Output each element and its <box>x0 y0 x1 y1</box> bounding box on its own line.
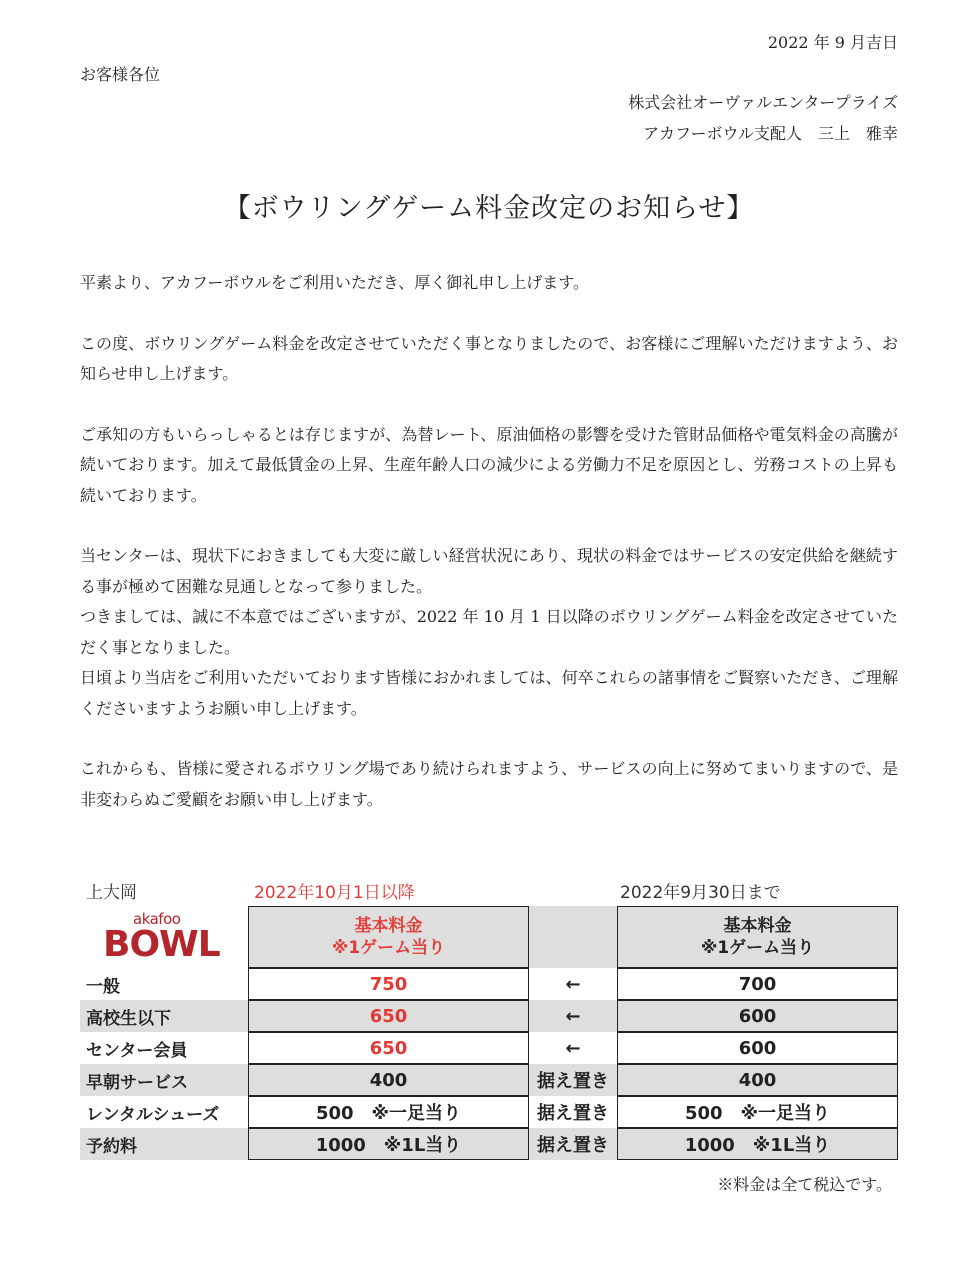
letter-body <box>80 268 898 845</box>
change-reservation: 据え置き <box>529 1128 617 1160</box>
paragraph-revision: つきましては、誠に不本意ではございますが、2022 年 10 月 1 日以降のボウリングゲーム料金を改定させていただく事となりました。 <box>80 607 898 657</box>
sender-manager: アカフーボウル支配人 三上 雅幸 <box>643 124 898 143</box>
letter-date: 2022 年 9 月吉日 <box>767 33 898 52</box>
row-label-student: 高校生以下 <box>80 1000 248 1032</box>
change-morning: 据え置き <box>529 1064 617 1096</box>
old-price-member: 600 <box>617 1032 898 1064</box>
row-label-general: 一般 <box>86 976 120 997</box>
paragraph-request: 日頃より当店をご利用いただいております皆様におかれましては、何卒これらの諸事情をご賢察いただき、ご理解くださいますようお願い申し上げます。 <box>80 668 898 718</box>
tax-note: ※料金は全て税込です。 <box>717 1175 892 1194</box>
location-label: 上大岡 <box>86 883 137 903</box>
old-header-line1: 基本料金 <box>723 916 792 936</box>
row-label-member: センター会員 <box>86 1040 188 1061</box>
new-price-student: 650 <box>248 1000 529 1032</box>
old-header-line2: ※1ゲーム当り <box>700 938 815 958</box>
new-price-morning: 400 <box>248 1064 529 1096</box>
paragraph-announcement: この度、ボウリングゲーム料金を改定させていただく事となりましたので、お客様にご理解いただけますよう、お知らせ申し上げます。 <box>80 333 898 383</box>
old-price-morning: 400 <box>617 1064 898 1096</box>
old-price-general: 700 <box>617 968 898 1000</box>
row-label-shoes: レンタルシューズ <box>86 1104 220 1125</box>
old-price-student: 600 <box>617 1000 898 1032</box>
old-period-label: 2022年9月30日まで <box>620 883 781 903</box>
old-price-reservation: 1000 ※1L当り <box>617 1128 898 1160</box>
new-price-member: 650 <box>248 1032 529 1064</box>
paragraph-situation: 当センターは、現状下におきましても大変に厳しい経営状況にあり、現状の料金ではサービスの安定供給を継続する事が極めて困難な見通しとなって参りました。 <box>80 546 898 596</box>
addressee: お客様各位 <box>80 65 161 84</box>
change-arrow-member: ← <box>565 1037 581 1059</box>
new-price-general: 750 <box>248 968 529 1000</box>
paragraph-closing: これからも、皆様に愛されるボウリング場であり続けられますよう、サービスの向上に努めてまいりますので、是非変わらぬご愛顧をお願い申し上げます。 <box>80 759 898 809</box>
new-header-line1: 基本料金 <box>354 916 423 936</box>
new-header-line2: ※1ゲーム当り <box>331 938 446 958</box>
change-arrow-general: ← <box>565 973 581 995</box>
row-label-morning: 早朝サービス <box>80 1064 248 1096</box>
page-title: 【ボウリングゲーム料金改定のお知らせ】 <box>223 193 755 224</box>
sender-company: 株式会社オーヴァルエンタープライズ <box>628 93 898 112</box>
old-price-shoes: 500 ※一足当り <box>617 1096 898 1128</box>
new-period-label: 2022年10月1日以降 <box>254 883 415 903</box>
paragraph-reasons: ご承知の方もいらっしゃるとは存じますが、為替レート、原油価格の影響を受けた管財品価格や電気料金の高騰が続いております。加えて最低賃金の上昇、生産年齢人口の減少による労働力不足を原因とし、労務コストの上昇も続いております。 <box>80 424 898 505</box>
logo-small-text: akafoo <box>133 910 181 928</box>
row-label-reservation: 予約料 <box>80 1128 248 1160</box>
logo-big-text: BOWL <box>103 924 220 965</box>
new-price-shoes: 500 ※一足当り <box>248 1096 529 1128</box>
change-shoes: 据え置き <box>537 1103 609 1124</box>
new-price-header <box>248 906 529 968</box>
old-price-header <box>617 906 898 968</box>
change-arrow-student: ← <box>529 1000 617 1032</box>
akafoo-bowl-logo <box>103 910 228 964</box>
paragraph-greeting: 平素より、アカフーボウルをご利用いただき、厚く御礼申し上げます。 <box>80 273 589 292</box>
change-header <box>529 906 617 968</box>
new-price-reservation: 1000 ※1L当り <box>248 1128 529 1160</box>
